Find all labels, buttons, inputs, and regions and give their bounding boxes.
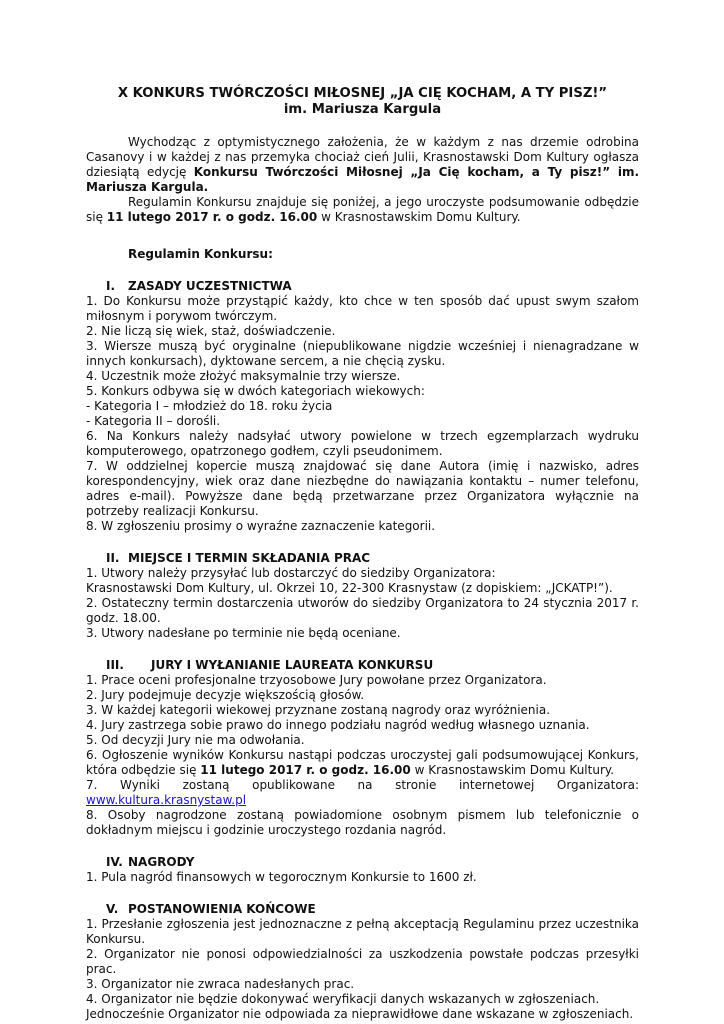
list-item: 8. W zgłoszeniu prosimy o wyraźne zaznaczenie kategorii.: [86, 519, 436, 533]
intro-paragraph-1: [86, 135, 639, 195]
list-item: [86, 778, 639, 808]
intro: [86, 135, 639, 225]
section-jury: [86, 658, 639, 838]
section-title: POSTANOWIENIA KOŃCOWE: [128, 902, 316, 916]
section-nagrody: [86, 855, 639, 885]
list-item: 2. Jury podejmuje decyzje większością głosów.: [86, 688, 365, 702]
list-item: 4. Uczestnik może złożyć maksymalnie trzy wiersze.: [86, 369, 401, 383]
document-page: [86, 86, 639, 1022]
section-heading: [106, 279, 639, 294]
section-title: ZASADY UCZESTNICTWA: [128, 279, 292, 293]
section-title: JURY I WYŁANIANIE LAUREATA KONKURSU: [151, 658, 434, 672]
section-heading: [106, 902, 639, 917]
section-number: V.: [106, 902, 119, 916]
section-title: NAGRODY: [128, 855, 195, 869]
contest-name: Konkursu Twórczości Miłosnej „Ja Cię kocham, a Ty pisz!” im. Mariusza Kargula.: [86, 165, 640, 194]
list-item: Krasnostawski Dom Kultury, ul. Okrzei 10, 22-300 Krasnystaw (z dopiskiem: „JCKATP!”).: [86, 581, 613, 595]
website-link[interactable]: www.kultura.krasnystaw.pl: [86, 793, 247, 807]
list-item: 1. Utwory należy przysyłać lub dostarczyć do siedziby Organizatora:: [86, 566, 496, 580]
item-text: w Krasnostawskim Domu Kultury.: [410, 763, 615, 777]
list-item: 1. Prace oceni profesjonalne trzyosobowe Jury powołane przez Organizatora.: [86, 673, 547, 687]
intro-text: w Krasnostawskim Domu Kultury.: [317, 210, 521, 224]
list-item: 5. Od decyzji Jury nie ma odwołania.: [86, 733, 305, 747]
list-item: 4. Jury zastrzega sobie prawo do innego podziału nagród według własnego uznania.: [86, 718, 590, 732]
list-item: - Kategoria II – dorośli.: [86, 414, 221, 428]
section-heading: [106, 551, 639, 566]
section-number: II.: [106, 551, 120, 565]
intro-text: Regulamin Konkursu znajduje się poniżej, a jego uroczyste podsumowanie odbędzie się: [86, 195, 639, 224]
section-number: I.: [106, 279, 116, 293]
list-item: 1. Pula nagród finansowych w tegorocznym Konkursie to 1600 zł.: [86, 870, 477, 884]
list-item: 6. Na Konkurs należy nadsyłać utwory powielone w trzech egzemplarzach wydruku komputerowego, opatrzonego godłem, czyli pseudonimem.: [86, 429, 639, 458]
title-line-1: X KONKURS TWÓRCZOŚCI MIŁOSNEJ „JA CIĘ KOCHAM, A TY PISZ!”: [117, 86, 608, 101]
list-item: 1. Przesłanie zgłoszenia jest jednoznaczne z pełną akceptacją Regulaminu przez uczestnika Konkursu.: [86, 917, 639, 946]
gala-date: 11 lutego 2017 r. o godz. 16.00: [106, 210, 318, 224]
list-item: 2. Ostateczny termin dostarczenia utworów do siedziby Organizatora to 24 stycznia 2017 r. godz. 18.00.: [86, 596, 639, 625]
list-item: 8. Osoby nagrodzone zostaną powiadomione osobnym pismem lub telefonicznie o dokładnym miejscu i godzinie uroczystego rozdania nagród.: [86, 808, 639, 837]
section-title: MIEJSCE I TERMIN SKŁADANIA PRAC: [128, 551, 371, 565]
list-item: 3. Organizator nie zwraca nadesłanych prac.: [86, 977, 355, 991]
intro-paragraph-2: [86, 195, 639, 225]
list-item: 1. Do Konkursu może przystąpić każdy, kto chce w ten sposób dać upust swym szałom miłosnym i porywom twórczym.: [86, 294, 639, 323]
section-postanowienia-koncowe: [86, 902, 639, 1022]
gala-date: 11 lutego 2017 r. o godz. 16.00: [200, 763, 411, 777]
section-miejsce-i-termin: [86, 551, 639, 641]
list-item: 3. W każdej kategorii wiekowej przyznane zostaną nagrody oraz wyróżnienia.: [86, 703, 551, 717]
list-item: 2. Organizator nie ponosi odpowiedzialności za uszkodzenia powstałe podczas przesyłki prac.: [86, 947, 639, 976]
intro-text: Wychodząc z optymistycznego założenia, że w każdym z nas drzemie odrobina Casanovy i w każdej z nas przemyka chociaż cień Julii, Krasnostawski Dom Kultury ogłasza dziesiątą edycję: [86, 135, 639, 179]
regulamin-heading: Regulamin Konkursu:: [128, 247, 273, 261]
document-title: [86, 86, 639, 118]
section-heading: [106, 855, 639, 870]
section-heading: [106, 658, 639, 673]
title-line-2: im. Mariusza Kargula: [283, 102, 442, 117]
list-item: 3. Utwory nadesłane po terminie nie będą oceniane.: [86, 626, 401, 640]
list-item: 2. Nie liczą się wiek, staż, doświadczenie.: [86, 324, 336, 338]
list-item: [86, 748, 639, 778]
item-text: 6. Ogłoszenie wyników Konkursu nastąpi podczas uroczystej gali podsumowującej Konkurs, która odbędzie się: [86, 748, 639, 777]
list-item: 7. W oddzielnej kopercie muszą znajdować się dane Autora (imię i nazwisko, adres korespondencyjny, wiek oraz dane niezbędne do nawiązania kontaktu – numer telefonu, adres e-mail). Powyższe dane będą przetwarzane przez Organizatora wyłącznie na potrzeby realizacji Konkursu.: [86, 459, 639, 518]
item-text: 7. Wyniki zostaną opublikowane na stronie internetowej Organizatora:: [86, 778, 639, 792]
section-number: IV.: [106, 855, 123, 869]
list-item: 5. Konkurs odbywa się w dwóch kategoriach wiekowych:: [86, 384, 425, 398]
list-item: 4. Organizator nie będzie dokonywać weryfikacji danych wskazanych w zgłoszeniach.: [86, 992, 600, 1006]
section-number: III.: [106, 658, 124, 672]
section-zasady-uczestnictwa: [86, 279, 639, 534]
list-item: Jednocześnie Organizator nie odpowiada za nieprawidłowe dane wskazane w zgłoszeniach.: [86, 1007, 634, 1021]
list-item: - Kategoria I – młodzież do 18. roku życia: [86, 399, 333, 413]
list-item: 3. Wiersze muszą być oryginalne (niepublikowane nigdzie wcześniej i nienagradzane w innych konkursach), dyktowane sercem, a nie chęcią zysku.: [86, 339, 639, 368]
